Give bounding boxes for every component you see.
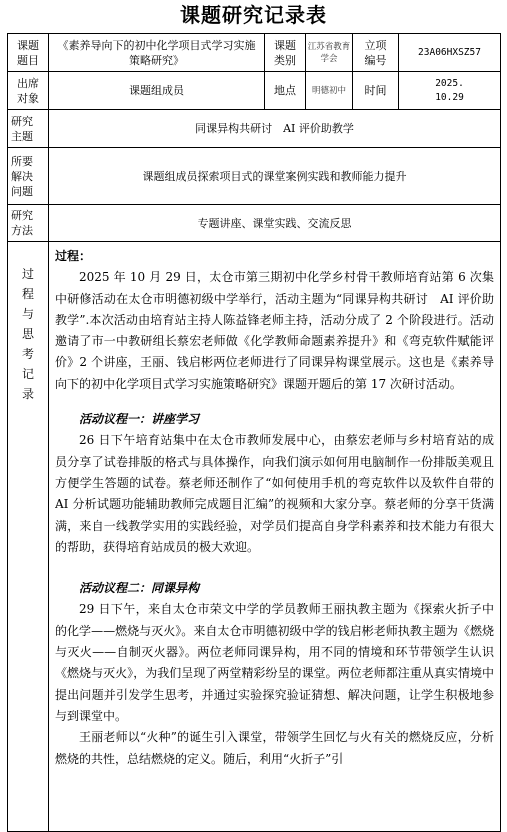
agenda2-text: 29 日下午，来自太仓市荣文中学的学员教师王丽执教主题为《探索火折子中的化学——燃烧与灭火》。来自太仓市明德初级中学的钱启彬老师执教主题为《燃烧与灭火——自制灭火器》。两位老师同课异构，用不同的情境和环节带领学生认识《燃烧与灭火》，为我们呈现了两堂精彩纷呈的课堂。两位老师都注重从真实情境中提出问题并引发学生思考，并通过实验探究验证猜想、解决问题，让学生积极地参与到课堂中。	[55, 602, 495, 723]
location-label: 地点	[265, 72, 306, 110]
topic-label: 课题 题目	[8, 34, 49, 72]
theme-label: 研究 主题	[8, 110, 49, 148]
category-value: 江苏省教育学会	[306, 34, 353, 72]
project-no-value: 23A06HXSZ57	[399, 34, 501, 72]
record-content	[49, 242, 501, 832]
record-heading: 过程：	[55, 249, 92, 263]
category-label: 课题 类别	[265, 34, 306, 72]
agenda1-text: 26 日下午培育站集中在太仓市教师发展中心，由蔡宏老师与乡村培育站的成员分享了试卷排版的格式与具体操作，向我们演示如何用电脑制作一份排版美观且方便学生答题的试卷。蔡老师还制作了“如何使用手机的弯克软件以及软件自带的 AI 分析试题功能辅助教师完成题目汇编”的视频和大家分享。蔡老师的分享干货满满，来自一线教学实用的实践经验，对学员们提高自身学科素养和技术能力有很大的帮助，获得培育站成员的极大欢迎。	[55, 433, 495, 554]
closing-text: 王丽老师以“火种”的诞生引入课堂，带领学生回忆与火有关的燃烧反应，分析燃烧的共性，总结燃烧的定义。随后，利用“火折子”引	[55, 730, 495, 766]
theme-value: 同课异构共研讨 AI 评价助教学	[49, 110, 501, 148]
problem-label: 所要 解决 问题	[8, 148, 49, 205]
method-label: 研究 方法	[8, 205, 49, 242]
record-label: 过 程 与 思 考 记 录	[8, 242, 49, 832]
problem-value: 课题组成员探索项目式的课堂案例实践和教师能力提升	[49, 148, 501, 205]
record-table	[7, 33, 501, 832]
attendees-value: 课题组成员	[49, 72, 265, 110]
topic-value: 《素养导向下的初中化学项目式学习实施策略研究》	[49, 34, 265, 72]
method-value: 专题讲座、课堂实践、交流反思	[49, 205, 501, 242]
page-title: 课题研究记录表	[180, 3, 327, 27]
location-value: 明德初中	[306, 72, 353, 110]
time-value: 2025. 10.29	[399, 72, 501, 110]
record-intro: 2025 年 10 月 29 日，太仓市第三期初中化学乡村骨干教师培育站第 6 次集中研修活动在太仓市明德初级中学举行，活动主题为“同课异构共研讨 AI 评价助教学”.本次活动由培育站主持人陈益锋老师主持，活动分成了 2 个阶段进行。活动邀请了市一中教研组长蔡宏老师做《化学教师命题素养提升》和《弯克软件赋能评价》2 个讲座，王丽、钱启彬两位老师进行了同课异构课堂展示。这也是《素养导向下的初中化学项目式学习实施策略研究》课题开题后的第 17 次研讨活动。	[55, 270, 495, 391]
agenda2-title: 活动议程二：同课异构	[79, 581, 200, 596]
time-label: 时间	[353, 72, 399, 110]
project-no-label: 立项 编号	[353, 34, 399, 72]
agenda1-title: 活动议程一：讲座学习	[79, 412, 200, 427]
attendees-label: 出席 对象	[8, 72, 49, 110]
